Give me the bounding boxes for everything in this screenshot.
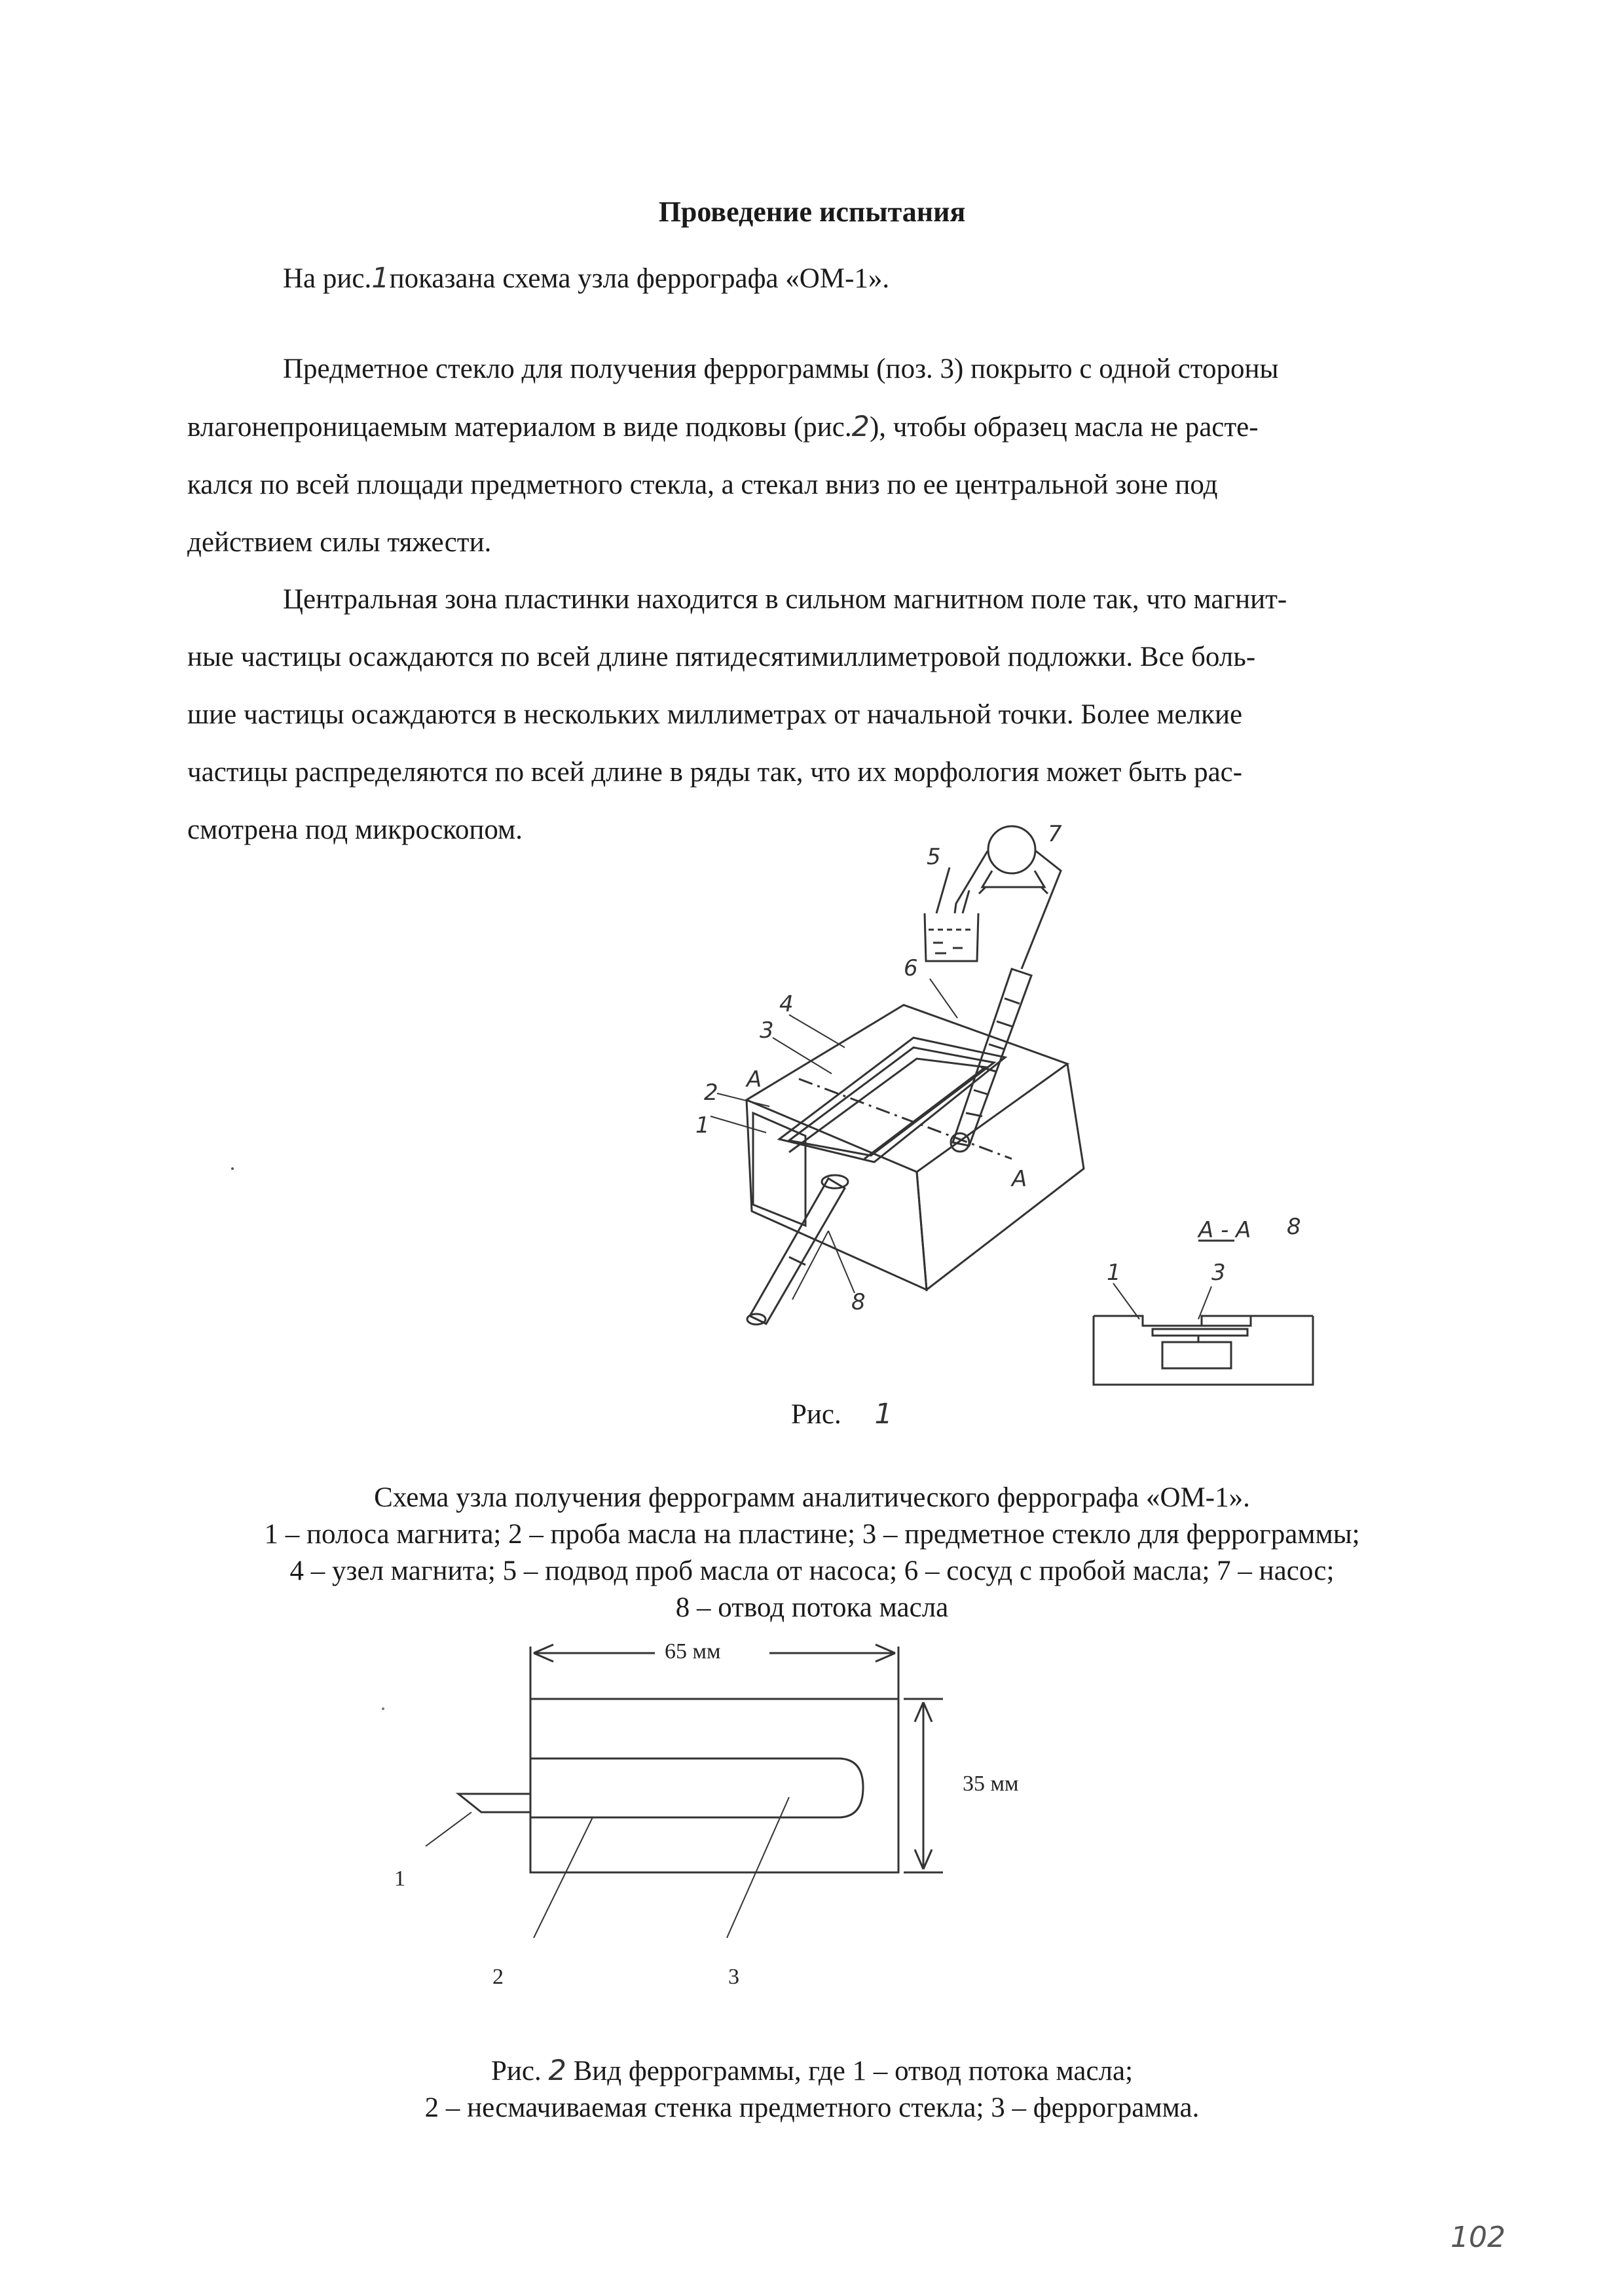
caption1-line-2: 1 – полоса магнита; 2 – проба масла на пластине; 3 – предметное стекло для феррограммы;	[264, 1519, 1360, 1550]
section-aa-label-3: 3	[1211, 1260, 1226, 1286]
page-number: 102	[1450, 2221, 1505, 2254]
fig1-label-1: 1	[695, 1112, 710, 1139]
section-aa-label-1: 1	[1107, 1260, 1121, 1286]
fig1-label-4: 4	[779, 991, 794, 1017]
para1-line-1: Предметное стекло для получения феррограммы (поз. 3) покрыто с одной стороны	[283, 354, 1279, 384]
fig2-label-2: 2	[492, 1965, 504, 1989]
inlet-tube	[951, 969, 1031, 1152]
para2-line-3: шие частицы осаждаются в нескольких миллиметрах от начальной точки. Более мелкие	[187, 699, 1243, 730]
fig1-label-2: 2	[704, 1080, 718, 1106]
fig1-label-8: 8	[851, 1289, 866, 1315]
fig1-section-a-right: A	[1012, 1166, 1027, 1192]
fig2-number: 2	[548, 2054, 566, 2087]
section-aa-title: А - А	[1198, 1217, 1251, 1243]
caption1-line-3: 4 – узел магнита; 5 – подвод проб масла от насоса; 6 – сосуд с пробой масла; 7 – насос;	[289, 1556, 1335, 1586]
fig1-label-3: 3	[760, 1017, 774, 1044]
para1-fig-ref: 2	[851, 410, 870, 443]
para2-line-5: смотрена под микроскопом.	[187, 814, 523, 845]
outlet-tube	[747, 1175, 848, 1324]
fig1-number: 1	[874, 1398, 893, 1430]
section-aa-num: 8	[1287, 1214, 1301, 1240]
fig2-label-1: 1	[394, 1867, 405, 1891]
section-aa	[1094, 1241, 1313, 1385]
intro-before: На рис.	[283, 263, 372, 294]
fig1-label-5: 5	[927, 844, 941, 870]
para2-line-2: ные частицы осаждаются по всей длине пятидесятимиллиметровой подложки. Все боль-	[187, 642, 1256, 672]
intro-fig-ref: 1	[371, 262, 390, 295]
ferrogram-drawing	[426, 1645, 943, 1938]
fig1-word: Рис.	[791, 1399, 841, 1430]
para1-line-2a: влагонепроницаемым материалом в виде подковы (рис.	[187, 412, 852, 443]
para2-line-4: частицы распределяются по всей длине в ряды так, что их морфология может быть рас-	[187, 757, 1243, 788]
fig1-label-7: 7	[1048, 821, 1062, 847]
fig1-label-6: 6	[904, 955, 918, 981]
intro-after: показана схема узла феррографа «ОМ-1».	[389, 263, 890, 294]
fig2-label-3: 3	[728, 1965, 739, 1989]
fig1-section-a-left: A	[747, 1066, 762, 1093]
caption2-line-1: Вид феррограммы, где 1 – отвод потока масла;	[573, 2056, 1134, 2086]
fig2-width-label: 65 мм	[665, 1639, 721, 1664]
glass-slide	[779, 1038, 1005, 1162]
caption2-line-2: 2 – несмачиваемая стенка предметного стекла; 3 – феррограмма.	[424, 2092, 1200, 2123]
caption1-line-4: 8 – отвод потока масла	[675, 1592, 949, 1623]
fig1-label	[791, 1398, 893, 1430]
fig2-height-label: 35 мм	[963, 1772, 1019, 1796]
page-heading: Проведение испытания	[658, 196, 966, 228]
caption1-title: Схема узла получения феррограмм аналитического феррографа «ОМ-1».	[374, 1482, 1250, 1513]
figure2-caption	[0, 2052, 1624, 2126]
para1-line-2b: ), чтобы образец масла не расте-	[869, 412, 1259, 443]
pump	[955, 826, 1061, 969]
para2-line-1: Центральная зона пластинки находится в сильном магнитном поле так, что магнит-	[283, 584, 1287, 615]
figure1-caption	[0, 1480, 1624, 1626]
para1-line-3: кался по всей площади предметного стекла, а стекал вниз по ее центральной зоне под	[187, 469, 1218, 500]
para1-line-4: действием силы тяжести.	[187, 527, 492, 558]
fig2-word: Рис.	[490, 2056, 542, 2086]
